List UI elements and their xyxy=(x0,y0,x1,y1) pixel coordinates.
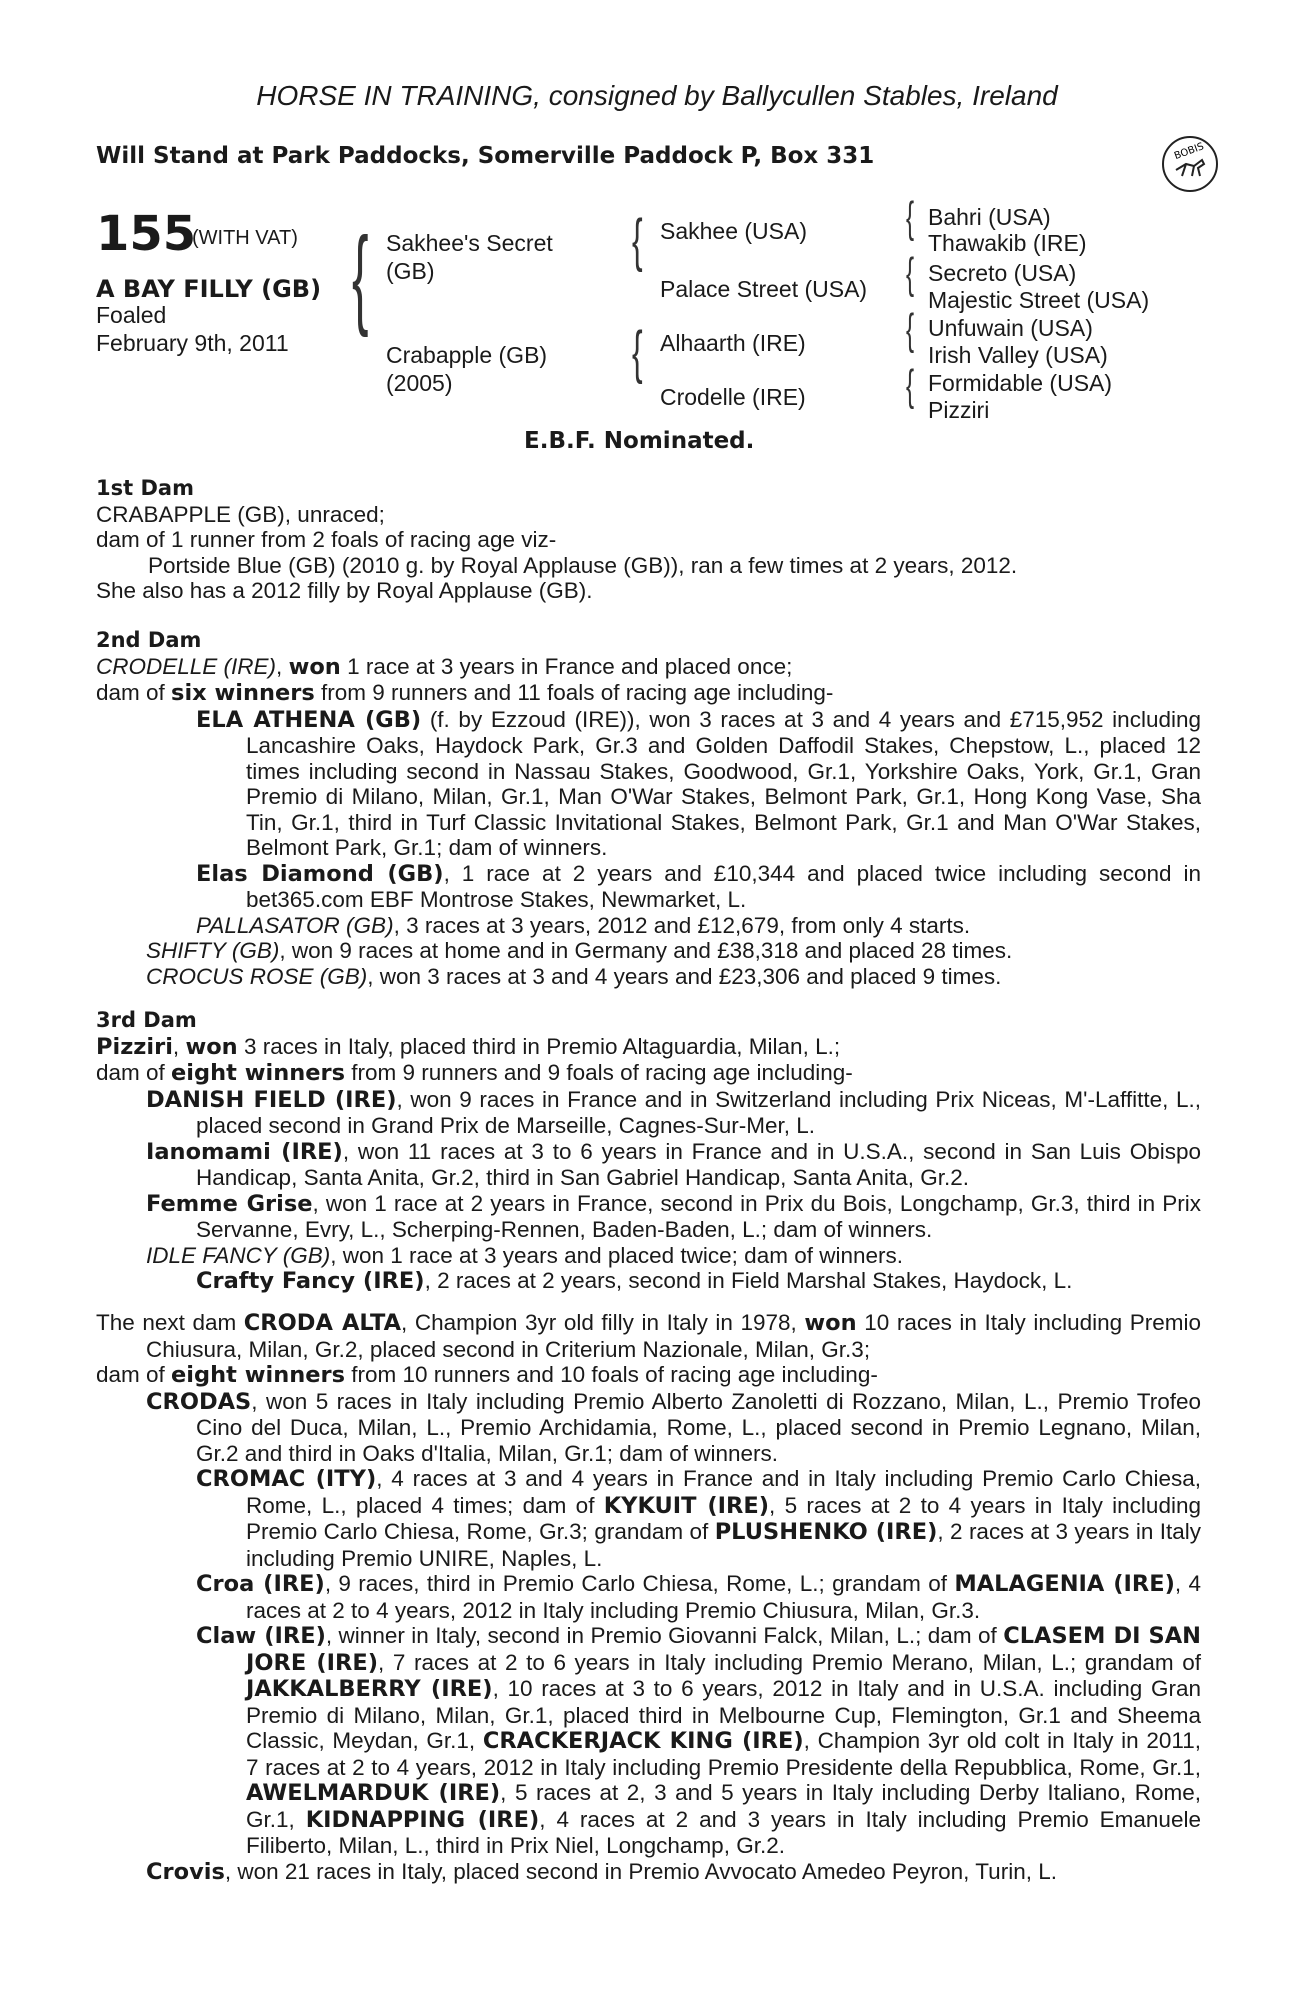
pedigree-sd: Palace Street (USA) xyxy=(660,276,868,302)
pedigree-sire-country: (GB) xyxy=(386,258,435,284)
bobis-logo xyxy=(1160,134,1220,194)
lot-description: A BAY FILLY (GB) xyxy=(96,275,322,303)
produce-entry: CRODAS, won 5 races in Italy including Premio Alberto Zanoletti di Rozzano, Milan, L., Premio Trofeo Cino del Duca, Milan, L., Premio Archidamia, Rome, L., placed second in Premio Legnano, Milan, Gr.2 and third in Oaks d'Italia, Milan, Gr.1; dam of winners. xyxy=(146,1388,1201,1466)
pedigree-ss: Sakhee (USA) xyxy=(660,218,808,244)
pedigree-ddd: Pizziri xyxy=(928,397,990,423)
produce-entry: PALLASATOR (GB), 3 races at 3 years, 2012 and £12,679, from only 4 starts. xyxy=(196,912,971,938)
pedigree-brace-ds: { xyxy=(906,305,915,354)
pedigree-ssd: Thawakib (IRE) xyxy=(928,230,1087,256)
first-dam-produce: Portside Blue (GB) (2010 g. by Royal Applause (GB)), ran a few times at 2 years, 2012. xyxy=(148,552,1018,578)
next-dam-produce-summary: dam of eight winners from 10 runners and 10 foals of racing age including- xyxy=(96,1362,878,1388)
produce-entry: Ianomami (IRE), won 11 races at 3 to 6 years in France and in U.S.A., second in San Luis Obispo Handicap, Santa Anita, Gr.2, third in San Gabriel Handicap, Santa Anita, Gr.2. xyxy=(146,1138,1201,1190)
produce-entry: IDLE FANCY (GB), won 1 race at 3 years and placed twice; dam of winners. xyxy=(146,1242,903,1268)
pedigree-brace-main: { xyxy=(352,215,369,338)
produce-entry: DANISH FIELD (IRE), won 9 races in France and in Switzerland including Prix Niceas, M'-Laffitte, L., placed second in Grand Prix de Marseille, Cagnes-Sur-Mer, L. xyxy=(146,1086,1201,1138)
ebf-nominated: E.B.F. Nominated. xyxy=(524,428,755,454)
pedigree-brace-sire: { xyxy=(632,208,643,273)
produce-entry: SHIFTY (GB), won 9 races at home and in Germany and £38,318 and placed 28 times. xyxy=(146,938,1013,963)
second-dam-intro: CRODELLE (IRE), won 1 race at 3 years in France and placed once; xyxy=(96,653,793,680)
pedigree-brace-ss: { xyxy=(906,193,915,242)
third-dam-produce-summary: dam of eight winners from 9 runners and 9 foals of racing age including- xyxy=(96,1060,853,1086)
third-dam-heading: 3rd Dam xyxy=(96,1008,197,1032)
third-dam-section xyxy=(96,1008,1201,1295)
pedigree-dss: Unfuwain (USA) xyxy=(928,315,1093,341)
pedigree-dds: Formidable (USA) xyxy=(928,370,1113,396)
stand-location: Will Stand at Park Paddocks, Somerville Paddock P, Box 331 xyxy=(96,143,875,169)
foaled-date: February 9th, 2011 xyxy=(96,330,289,356)
vat-note: (WITH VAT) xyxy=(192,227,298,249)
produce-entry: Croa (IRE), 9 races, third in Premio Carlo Chiesa, Rome, L.; grandam of MALAGENIA (IRE), 4 races at 2 to 4 years, 2012 in Italy including Premio Chiusura, Milan, Gr.3. xyxy=(196,1571,1201,1623)
next-dam-section xyxy=(96,1310,1201,1885)
produce-entry: ELA ATHENA (GB) (f. by Ezzoud (IRE)), won 3 races at 3 and 4 years and £715,952 including Lancashire Oaks, Haydock Park, Gr.3 and Golden Daffodil Stakes, Chepstow, L., placed 12 times including second in Nassau Stakes, Goodwood, Gr.1, Yorkshire Oaks, York, Gr.1, Gran Premio di Milano, Milan, Gr.1, Man O'War Stakes, Belmont Park, Gr.1, Hong Kong Vase, Sha Tin, Gr.1, third in Turf Classic Invitational Stakes, Belmont Park, Gr.1 and Man O'War Stakes, Belmont Park, Gr.1; dam of winners. xyxy=(196,706,1201,860)
produce-entry: Femme Grise, won 1 race at 2 years in France, second in Prix du Bois, Longchamp, Gr.3, third in Prix Servanne, Evry, L., Scherping-Rennen, Baden-Baden, L.; dam of winners. xyxy=(146,1190,1201,1242)
produce-entry: CROCUS ROSE (GB), won 3 races at 3 and 4 years and £23,306 and placed 9 times. xyxy=(146,963,1002,989)
first-dam-line: CRABAPPLE (GB), unraced; xyxy=(96,501,385,527)
first-dam-heading: 1st Dam xyxy=(96,476,194,500)
pedigree-dam: Crabapple (GB) xyxy=(386,342,548,368)
second-dam-section xyxy=(96,628,1201,989)
pedigree-sds: Secreto (USA) xyxy=(928,260,1077,286)
pedigree-ds: Alhaarth (IRE) xyxy=(660,330,806,356)
pedigree-sss: Bahri (USA) xyxy=(928,204,1051,230)
catalogue-title: HORSE IN TRAINING, consigned by Ballycullen Stables, Ireland xyxy=(256,80,1058,111)
pedigree-sdd: Majestic Street (USA) xyxy=(928,287,1150,313)
first-dam-section xyxy=(96,476,1201,604)
pedigree-sire: Sakhee's Secret xyxy=(386,230,553,256)
pedigree-brace-sd: { xyxy=(906,249,915,298)
pedigree-brace-dam: { xyxy=(632,320,643,385)
lot-number: 155 xyxy=(96,206,197,262)
pedigree-dsd: Irish Valley (USA) xyxy=(928,342,1108,368)
third-dam-intro: Pizziri, won 3 races in Italy, placed third in Premio Altaguardia, Milan, L.; xyxy=(96,1033,841,1060)
next-dam-intro: The next dam CRODA ALTA, Champion 3yr old filly in Italy in 1978, won 10 races in Italy including Premio Chiusura, Milan, Gr.2, placed second in Criterium Nazionale, Milan, Gr.3; xyxy=(96,1310,1201,1362)
first-dam-line: dam of 1 runner from 2 foals of racing age viz- xyxy=(96,527,557,552)
pedigree-dam-year: (2005) xyxy=(386,370,453,396)
produce-entry: Elas Diamond (GB), 1 race at 2 years and £10,344 and placed twice including second in bet365.com EBF Montrose Stakes, Newmarket, L. xyxy=(196,860,1201,912)
produce-entry: Crafty Fancy (IRE), 2 races at 2 years, second in Field Marshal Stakes, Haydock, L. xyxy=(196,1268,1073,1294)
second-dam-produce-summary: dam of six winners from 9 runners and 11 foals of racing age including- xyxy=(96,680,834,706)
first-dam-line: She also has a 2012 filly by Royal Applause (GB). xyxy=(96,578,593,603)
second-dam-heading: 2nd Dam xyxy=(96,628,202,652)
produce-entry: CROMAC (ITY), 4 races at 3 and 4 years in France and in Italy including Premio Carlo Chiesa, Rome, L., placed 4 times; dam of KYKUIT (IRE), 5 races at 2 to 4 years in Italy including Premio Carlo Chiesa, Rome, Gr.3; grandam of PLUSHENKO (IRE), 2 races at 3 years in Italy including Premio UNIRE, Naples, L. xyxy=(196,1466,1201,1571)
pedigree-brace-dd: { xyxy=(906,361,915,410)
produce-entry: Crovis, won 21 races in Italy, placed second in Premio Avvocato Amedeo Peyron, Turin, L. xyxy=(146,1858,1057,1885)
foaled-label: Foaled xyxy=(96,302,167,328)
produce-entry: Claw (IRE), winner in Italy, second in Premio Giovanni Falck, Milan, L.; dam of CLASEM DI SAN JORE (IRE), 7 races at 2 to 6 years in Italy including Premio Merano, Milan, L.; grandam of JAKKALBERRY (IRE), 10 races at 3 to 6 years, 2012 in Italy and in U.S.A. including Gran Premio di Milano, Milan, Gr.1, placed third in Melbourne Cup, Flemington, Gr.1 and Sheema Classic, Meydan, Gr.1, CRACKERJACK KING (IRE), Champion 3yr old colt in Italy in 2011, 7 races at 2 to 4 years, 2012 in Italy including Premio Presidente della Repubblica, Rome, Gr.1, AWELMARDUK (IRE), 5 races at 2, 3 and 5 years in Italy including Derby Italiano, Rome, Gr.1, KIDNAPPING (IRE), 4 races at 2 and 3 years in Italy including Premio Emanuele Filiberto, Milan, L., third in Prix Niel, Longchamp, Gr.2. xyxy=(196,1623,1201,1858)
svg-text:BOBIS: BOBIS xyxy=(1172,141,1206,163)
pedigree-dd: Crodelle (IRE) xyxy=(660,384,806,410)
